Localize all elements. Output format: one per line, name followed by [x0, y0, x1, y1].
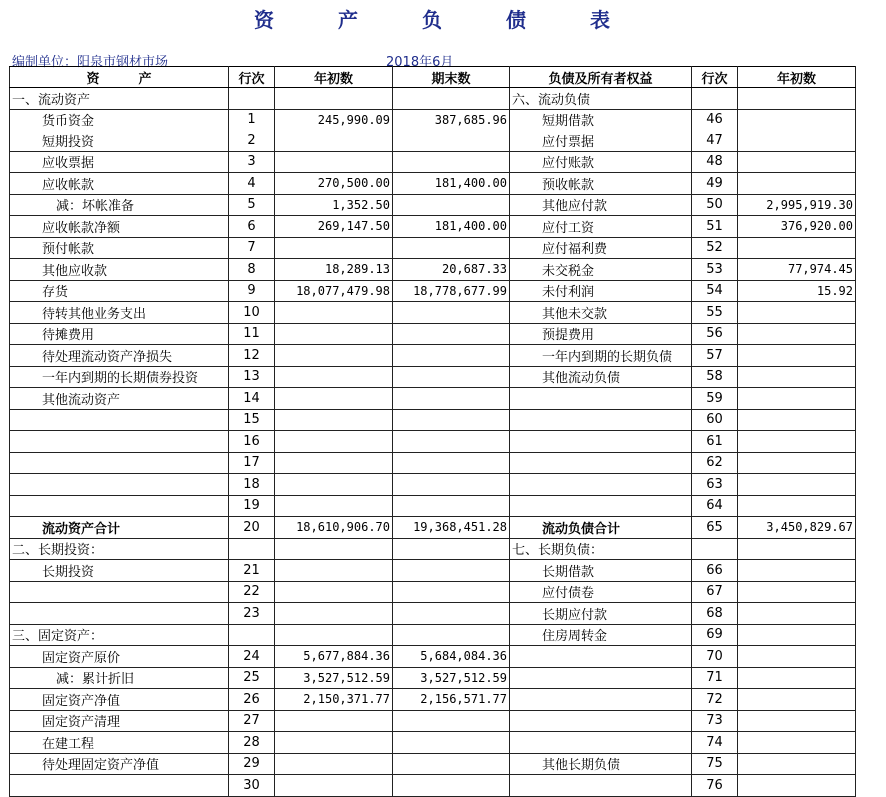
table-row: [10, 667, 856, 689]
asset-line-no: 19: [229, 495, 275, 517]
liability-label: 应付账款: [510, 151, 692, 173]
liability-line-no: 70: [692, 646, 738, 668]
table-row: [10, 710, 856, 732]
asset-label: 应收帐款: [10, 173, 229, 195]
asset-label: 待处理流动资产净损失: [10, 345, 229, 367]
table-row: [10, 323, 856, 345]
table-row: [10, 366, 856, 388]
asset-ending: [393, 88, 510, 110]
asset-beginning: [275, 237, 393, 259]
asset-label: 待处理固定资产净值: [10, 753, 229, 775]
liability-label: [510, 409, 692, 431]
asset-line-no: 14: [229, 388, 275, 410]
asset-label: 减：累计折旧: [10, 667, 229, 689]
asset-line-no: 15: [229, 409, 275, 431]
table-row: [10, 538, 856, 560]
liability-label: [510, 474, 692, 496]
asset-beginning: [275, 710, 393, 732]
liability-beginning: [738, 732, 856, 754]
liability-beginning: 2,995,919.30: [738, 194, 856, 216]
table-row: [10, 409, 856, 431]
asset-beginning: [275, 366, 393, 388]
liability-label: [510, 388, 692, 410]
asset-ending: [393, 538, 510, 560]
asset-beginning: [275, 452, 393, 474]
table-row: [10, 388, 856, 410]
asset-beginning: [275, 474, 393, 496]
asset-beginning: [275, 388, 393, 410]
liability-label: [510, 732, 692, 754]
table-row: [10, 732, 856, 754]
asset-line-no: 3: [229, 151, 275, 173]
liability-line-no: 57: [692, 345, 738, 367]
asset-label: 待转其他业务支出: [10, 302, 229, 324]
table-row: [10, 88, 856, 110]
asset-ending: [393, 345, 510, 367]
liability-line-no: 75: [692, 753, 738, 775]
asset-ending: 19,368,451.28: [393, 517, 510, 539]
liability-beginning: [738, 775, 856, 797]
asset-label: 货币资金: [10, 109, 229, 130]
liability-line-no: 48: [692, 151, 738, 173]
liability-label: 预收帐款: [510, 173, 692, 195]
table-row: [10, 130, 856, 151]
liability-label: 应付票据: [510, 130, 692, 151]
asset-beginning: [275, 560, 393, 582]
liability-label: 六、流动负债: [510, 88, 692, 110]
asset-beginning: 3,527,512.59: [275, 667, 393, 689]
table-row: [10, 474, 856, 496]
asset-beginning: [275, 151, 393, 173]
asset-label: [10, 581, 229, 603]
asset-line-no: 4: [229, 173, 275, 195]
table-row: [10, 775, 856, 797]
asset-line-no: 21: [229, 560, 275, 582]
asset-ending: [393, 474, 510, 496]
asset-line-no: 27: [229, 710, 275, 732]
liability-line-no: 46: [692, 109, 738, 130]
asset-label: 一年内到期的长期债券投资: [10, 366, 229, 388]
table-row: [10, 603, 856, 625]
liability-beginning: [738, 581, 856, 603]
liability-beginning: [738, 753, 856, 775]
asset-line-no: 13: [229, 366, 275, 388]
table-row: [10, 452, 856, 474]
asset-ending: [393, 194, 510, 216]
asset-ending: [393, 388, 510, 410]
asset-beginning: 269,147.50: [275, 216, 393, 238]
liability-beginning: [738, 237, 856, 259]
table-row: [10, 151, 856, 173]
asset-label: 固定资产净值: [10, 689, 229, 711]
asset-ending: [393, 495, 510, 517]
liability-label: [510, 431, 692, 453]
asset-line-no: 10: [229, 302, 275, 324]
table-row: [10, 302, 856, 324]
asset-line-no: 28: [229, 732, 275, 754]
asset-line-no: 2: [229, 130, 275, 151]
header-assets: 资 产: [10, 67, 229, 88]
asset-label: [10, 775, 229, 797]
asset-ending: 18,778,677.99: [393, 280, 510, 302]
liability-label: 其他流动负债: [510, 366, 692, 388]
asset-ending: [393, 452, 510, 474]
asset-line-no: 18: [229, 474, 275, 496]
liability-beginning: [738, 173, 856, 195]
liability-beginning: [738, 689, 856, 711]
liability-beginning: [738, 130, 856, 151]
liability-beginning: 15.92: [738, 280, 856, 302]
asset-label: [10, 474, 229, 496]
liability-line-no: 65: [692, 517, 738, 539]
liability-beginning: [738, 302, 856, 324]
asset-label: 一、流动资产: [10, 88, 229, 110]
liability-beginning: [738, 109, 856, 130]
asset-beginning: 245,990.09: [275, 109, 393, 130]
liability-beginning: 376,920.00: [738, 216, 856, 238]
asset-label: 其他流动资产: [10, 388, 229, 410]
liability-line-no: 74: [692, 732, 738, 754]
table-row: [10, 753, 856, 775]
asset-label: 预付帐款: [10, 237, 229, 259]
table-row: [10, 345, 856, 367]
asset-label: [10, 431, 229, 453]
asset-label: 应收票据: [10, 151, 229, 173]
table-row: [10, 689, 856, 711]
liability-label: [510, 689, 692, 711]
asset-beginning: [275, 323, 393, 345]
table-row: [10, 237, 856, 259]
liability-label: 长期应付款: [510, 603, 692, 625]
asset-beginning: [275, 581, 393, 603]
header-row: [10, 67, 856, 88]
asset-line-no: 1: [229, 109, 275, 130]
asset-line-no: 12: [229, 345, 275, 367]
asset-label: [10, 452, 229, 474]
asset-ending: [393, 710, 510, 732]
asset-label: 流动资产合计: [10, 517, 229, 539]
asset-line-no: 22: [229, 581, 275, 603]
asset-ending: [393, 603, 510, 625]
liability-line-no: 51: [692, 216, 738, 238]
asset-beginning: [275, 753, 393, 775]
asset-ending: 2,156,571.77: [393, 689, 510, 711]
asset-line-no: [229, 538, 275, 560]
table-row: [10, 495, 856, 517]
liability-line-no: [692, 88, 738, 110]
liability-line-no: 52: [692, 237, 738, 259]
asset-ending: [393, 560, 510, 582]
asset-ending: [393, 323, 510, 345]
asset-label: 存货: [10, 280, 229, 302]
liability-label: 其他应付款: [510, 194, 692, 216]
liability-label: 一年内到期的长期负债: [510, 345, 692, 367]
asset-ending: [393, 409, 510, 431]
liability-label: 长期借款: [510, 560, 692, 582]
liability-beginning: [738, 88, 856, 110]
asset-ending: [393, 151, 510, 173]
liability-label: 流动负债合计: [510, 517, 692, 539]
asset-label: 其他应收款: [10, 259, 229, 281]
asset-ending: [393, 366, 510, 388]
liability-beginning: [738, 538, 856, 560]
header-liabilities: 负债及所有者权益: [510, 67, 692, 88]
liability-label: [510, 775, 692, 797]
asset-beginning: [275, 603, 393, 625]
asset-label: 固定资产原价: [10, 646, 229, 668]
liability-label: 其他长期负债: [510, 753, 692, 775]
asset-label: 长期投资: [10, 560, 229, 582]
asset-line-no: 23: [229, 603, 275, 625]
liability-label: 未付利润: [510, 280, 692, 302]
balance-sheet-table: [9, 66, 856, 797]
asset-label: 在建工程: [10, 732, 229, 754]
liability-label: 短期借款: [510, 109, 692, 130]
liability-beginning: [738, 624, 856, 646]
asset-ending: 387,685.96: [393, 109, 510, 130]
liability-beginning: 3,450,829.67: [738, 517, 856, 539]
asset-beginning: [275, 88, 393, 110]
asset-beginning: [275, 775, 393, 797]
asset-beginning: [275, 495, 393, 517]
table-row: [10, 581, 856, 603]
asset-line-no: [229, 624, 275, 646]
asset-beginning: [275, 538, 393, 560]
table-row: [10, 259, 856, 281]
asset-line-no: 7: [229, 237, 275, 259]
asset-label: [10, 603, 229, 625]
liability-line-no: 63: [692, 474, 738, 496]
liability-line-no: 50: [692, 194, 738, 216]
liability-label: 七、长期负债：: [510, 538, 692, 560]
asset-label: 固定资产清理: [10, 710, 229, 732]
table-row: [10, 194, 856, 216]
liability-line-no: 71: [692, 667, 738, 689]
asset-beginning: 5,677,884.36: [275, 646, 393, 668]
liability-label: 住房周转金: [510, 624, 692, 646]
asset-beginning: [275, 409, 393, 431]
company-unit: 编制单位：阳泉市钢材市场: [12, 55, 169, 70]
liability-beginning: [738, 603, 856, 625]
asset-label: [10, 495, 229, 517]
header-beginning-right: 年初数: [738, 67, 856, 88]
asset-beginning: 1,352.50: [275, 194, 393, 216]
asset-beginning: 18,077,479.98: [275, 280, 393, 302]
liability-line-no: 64: [692, 495, 738, 517]
asset-label: 待摊费用: [10, 323, 229, 345]
liability-label: [510, 667, 692, 689]
header-ending: 期末数: [393, 67, 510, 88]
asset-label: 三、固定资产：: [10, 624, 229, 646]
liability-label: 未交税金: [510, 259, 692, 281]
table-row: [10, 280, 856, 302]
liability-label: 预提费用: [510, 323, 692, 345]
asset-ending: 181,400.00: [393, 216, 510, 238]
liability-label: [510, 495, 692, 517]
asset-ending: 20,687.33: [393, 259, 510, 281]
table-row: [10, 517, 856, 539]
asset-line-no: 8: [229, 259, 275, 281]
liability-label: 应付债卷: [510, 581, 692, 603]
asset-beginning: 18,610,906.70: [275, 517, 393, 539]
header-line-no: 行次: [229, 67, 275, 88]
liability-beginning: [738, 409, 856, 431]
liability-line-no: 72: [692, 689, 738, 711]
liability-beginning: [738, 560, 856, 582]
asset-line-no: 30: [229, 775, 275, 797]
liability-line-no: 53: [692, 259, 738, 281]
liability-line-no: 61: [692, 431, 738, 453]
table-row: [10, 431, 856, 453]
liability-line-no: 73: [692, 710, 738, 732]
liability-beginning: [738, 452, 856, 474]
liability-line-no: 60: [692, 409, 738, 431]
liability-line-no: 62: [692, 452, 738, 474]
report-date: 2018年6月: [386, 55, 454, 70]
liability-line-no: 59: [692, 388, 738, 410]
asset-ending: [393, 237, 510, 259]
liability-line-no: 49: [692, 173, 738, 195]
liability-line-no: 55: [692, 302, 738, 324]
liability-beginning: [738, 388, 856, 410]
asset-ending: [393, 431, 510, 453]
asset-label: 应收帐款净额: [10, 216, 229, 238]
asset-ending: 5,684,084.36: [393, 646, 510, 668]
asset-line-no: 11: [229, 323, 275, 345]
asset-beginning: [275, 624, 393, 646]
liability-beginning: [738, 646, 856, 668]
liability-beginning: [738, 431, 856, 453]
asset-line-no: 26: [229, 689, 275, 711]
liability-line-no: 67: [692, 581, 738, 603]
liability-label: 其他未交款: [510, 302, 692, 324]
liability-label: 应付工资: [510, 216, 692, 238]
asset-beginning: [275, 431, 393, 453]
table-row: [10, 624, 856, 646]
asset-label: 短期投资: [10, 130, 229, 151]
asset-beginning: 270,500.00: [275, 173, 393, 195]
liability-beginning: [738, 366, 856, 388]
liability-beginning: [738, 495, 856, 517]
asset-ending: [393, 775, 510, 797]
liability-beginning: [738, 710, 856, 732]
asset-ending: [393, 130, 510, 151]
asset-line-no: 6: [229, 216, 275, 238]
report-title: 资 产 负 债 表: [254, 8, 632, 32]
table-row: [10, 646, 856, 668]
liability-line-no: 58: [692, 366, 738, 388]
asset-beginning: [275, 345, 393, 367]
asset-ending: [393, 732, 510, 754]
table-row: [10, 216, 856, 238]
asset-line-no: 9: [229, 280, 275, 302]
asset-line-no: 5: [229, 194, 275, 216]
asset-beginning: [275, 302, 393, 324]
liability-beginning: [738, 323, 856, 345]
header-line-no-right: 行次: [692, 67, 738, 88]
table-row: [10, 173, 856, 195]
liability-beginning: [738, 474, 856, 496]
liability-beginning: 77,974.45: [738, 259, 856, 281]
liability-beginning: [738, 345, 856, 367]
asset-ending: [393, 753, 510, 775]
asset-line-no: 29: [229, 753, 275, 775]
liability-line-no: 66: [692, 560, 738, 582]
asset-ending: 181,400.00: [393, 173, 510, 195]
asset-ending: [393, 581, 510, 603]
liability-label: [510, 710, 692, 732]
asset-ending: 3,527,512.59: [393, 667, 510, 689]
asset-line-no: 25: [229, 667, 275, 689]
asset-line-no: 17: [229, 452, 275, 474]
table-row: [10, 109, 856, 130]
asset-beginning: 2,150,371.77: [275, 689, 393, 711]
header-beginning: 年初数: [275, 67, 393, 88]
asset-line-no: 20: [229, 517, 275, 539]
asset-line-no: 16: [229, 431, 275, 453]
liability-label: [510, 646, 692, 668]
liability-beginning: [738, 667, 856, 689]
asset-line-no: 24: [229, 646, 275, 668]
asset-beginning: 18,289.13: [275, 259, 393, 281]
asset-ending: [393, 624, 510, 646]
liability-line-no: 47: [692, 130, 738, 151]
asset-line-no: [229, 88, 275, 110]
table-row: [10, 560, 856, 582]
liability-line-no: 56: [692, 323, 738, 345]
liability-beginning: [738, 151, 856, 173]
asset-beginning: [275, 130, 393, 151]
asset-beginning: [275, 732, 393, 754]
asset-label: 减：坏帐准备: [10, 194, 229, 216]
liability-line-no: [692, 538, 738, 560]
asset-label: 二、长期投资：: [10, 538, 229, 560]
asset-ending: [393, 302, 510, 324]
liability-label: 应付福利费: [510, 237, 692, 259]
liability-line-no: 68: [692, 603, 738, 625]
liability-line-no: 69: [692, 624, 738, 646]
asset-label: [10, 409, 229, 431]
liability-line-no: 76: [692, 775, 738, 797]
liability-line-no: 54: [692, 280, 738, 302]
liability-label: [510, 452, 692, 474]
